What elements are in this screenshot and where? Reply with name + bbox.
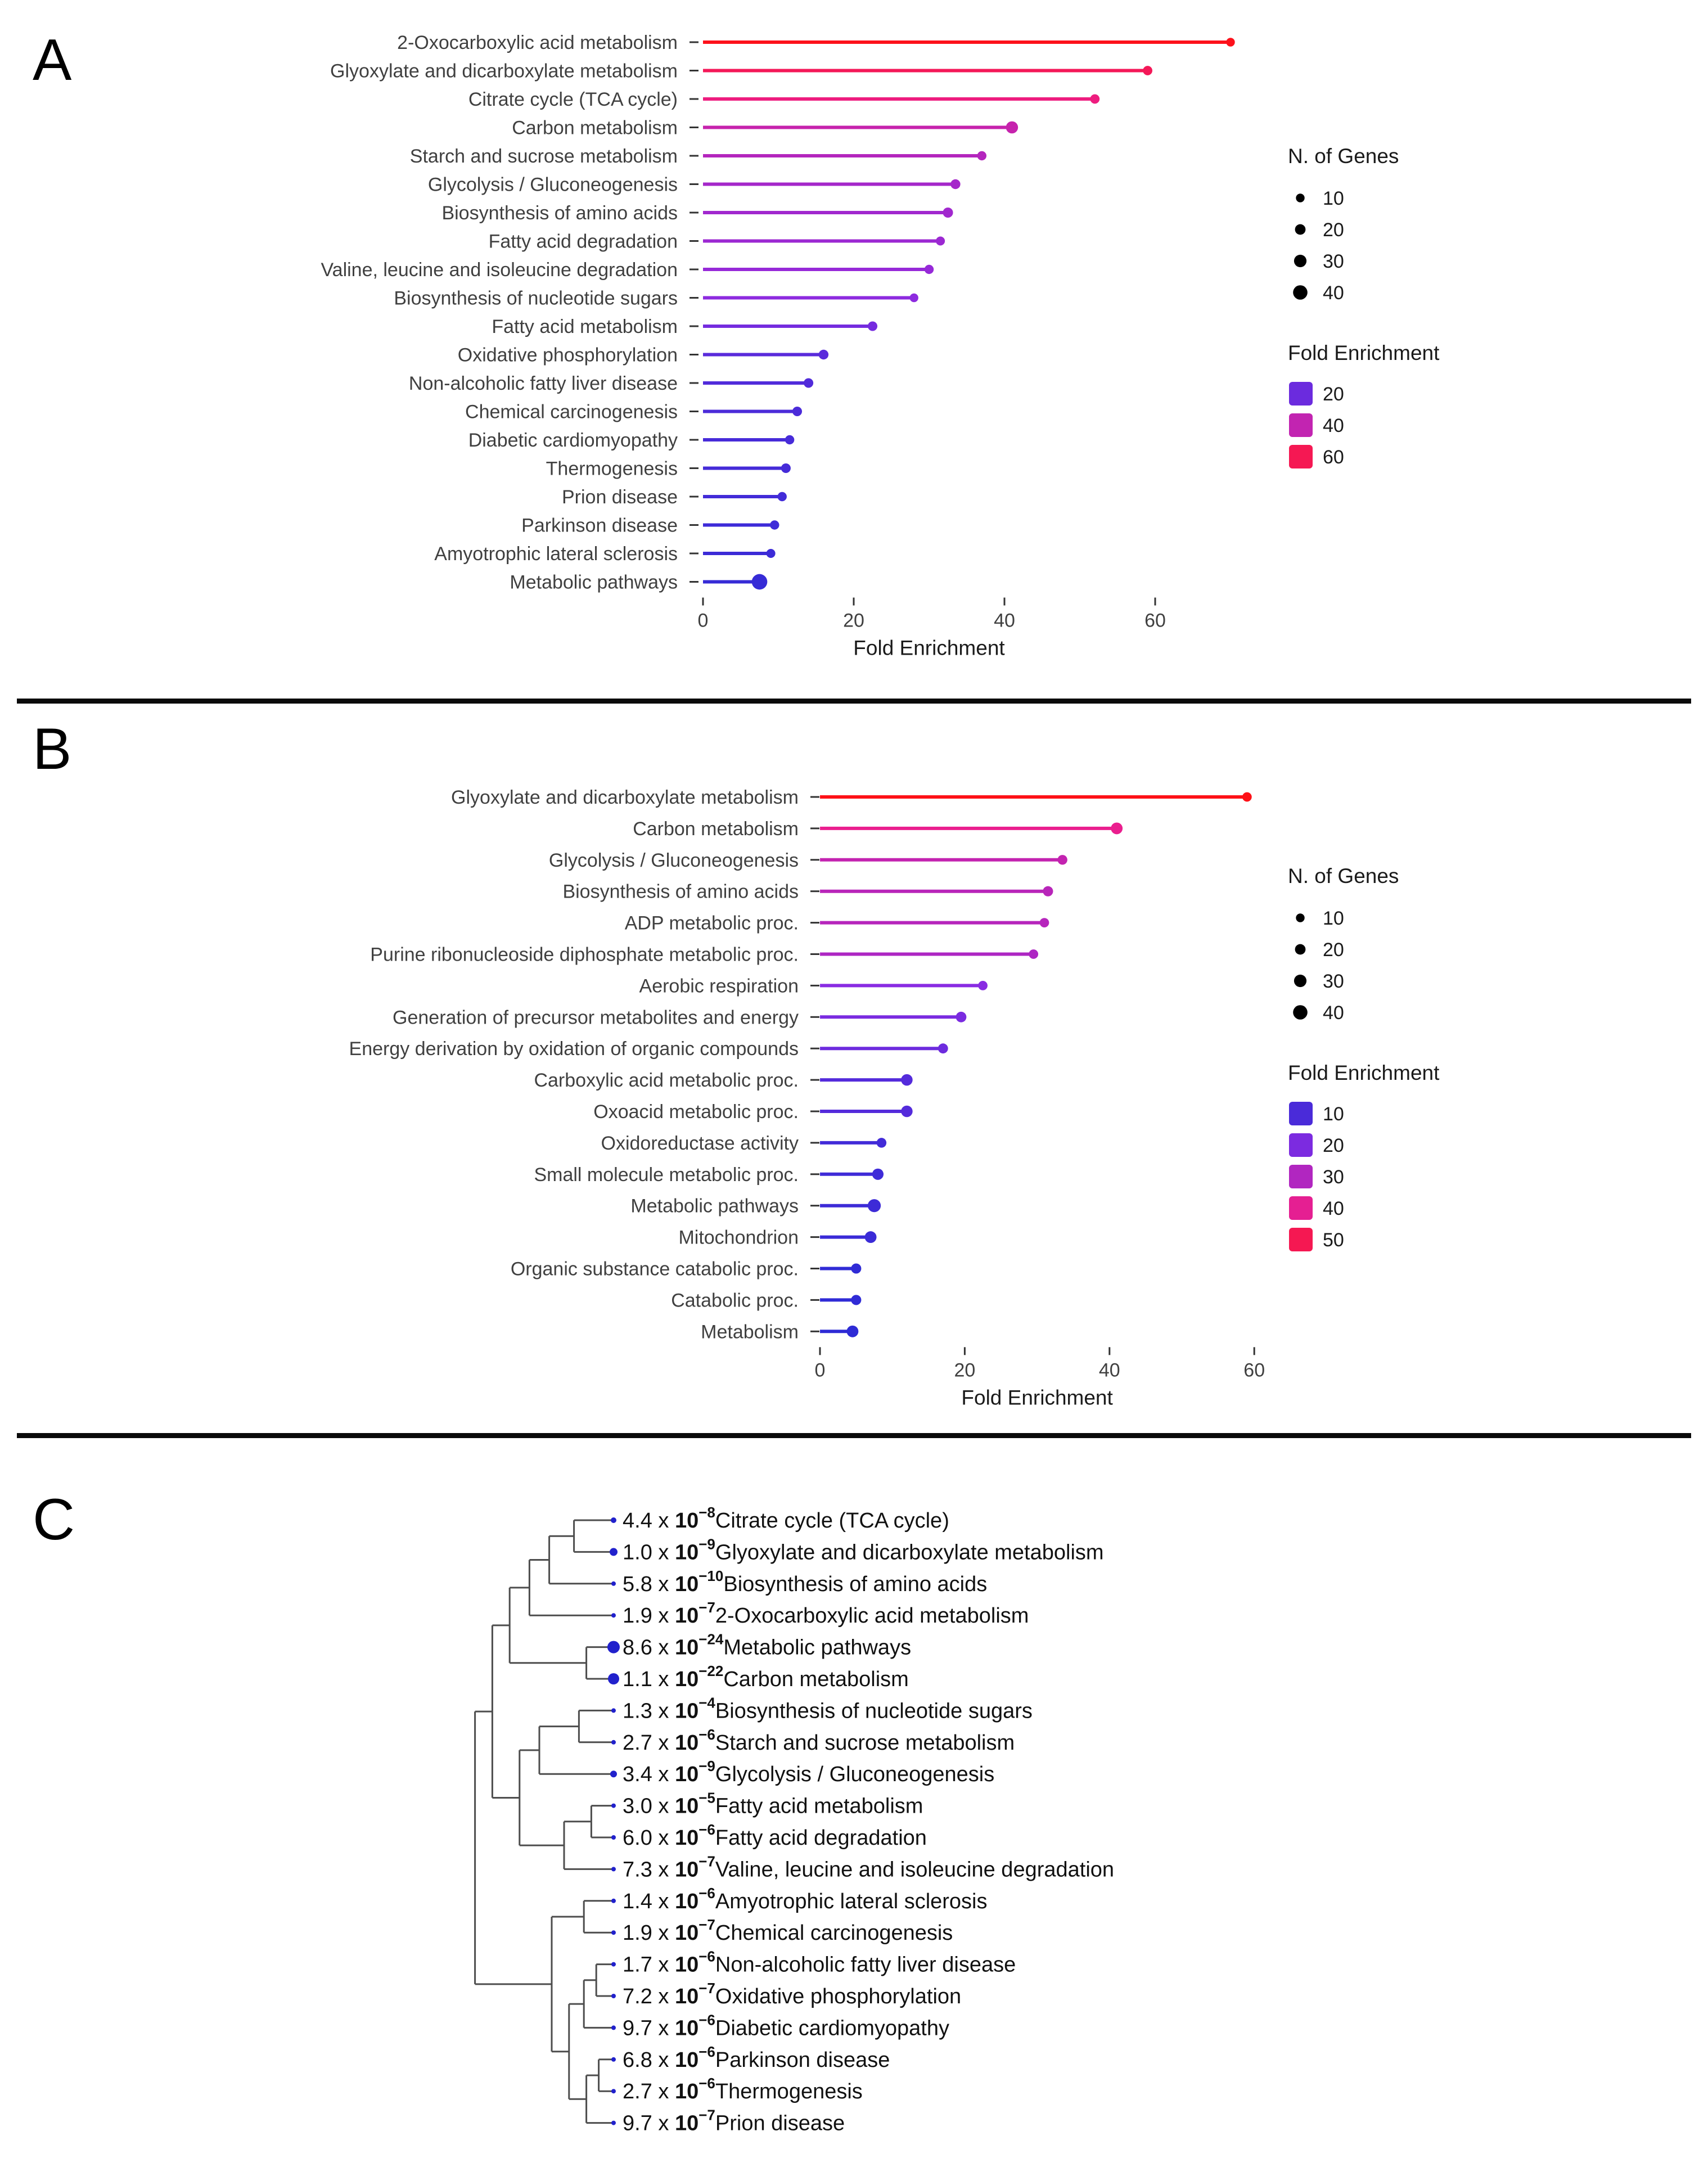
pvalue-base: 10: [674, 1985, 699, 2008]
legend-genes-value: 10: [1323, 188, 1344, 209]
lollipop-row: [393, 1007, 966, 1028]
lollipop-row: [330, 61, 1152, 82]
leaf-label: [623, 1853, 1114, 1881]
pvalue-coefficient: 7.2 x: [623, 1985, 675, 2008]
pathway-name: Fatty acid degradation: [715, 1826, 927, 1850]
lollipop-dot: [1143, 66, 1152, 75]
category-label: Diabetic cardiomyopathy: [468, 430, 678, 451]
pvalue-exponent: −7: [698, 1853, 715, 1870]
category-label: Metabolic pathways: [510, 571, 678, 593]
lollipop-dot: [752, 574, 768, 590]
leaf-dot: [611, 1708, 616, 1713]
pvalue-coefficient: 2.7 x: [623, 1731, 675, 1755]
legend-fold-value: 40: [1323, 1198, 1344, 1219]
legend-genes-dot: [1295, 224, 1306, 235]
category-label: Chemical carcinogenesis: [465, 401, 678, 423]
category-label: 2-Oxocarboxylic acid metabolism: [397, 32, 678, 53]
legend-fold-swatch: [1289, 413, 1313, 437]
pvalue-exponent: −9: [698, 1535, 715, 1553]
lollipop-row: [468, 89, 1099, 110]
legend-genes-title: N. of Genes: [1288, 145, 1399, 168]
pathway-name: Oxidative phosphorylation: [715, 1985, 962, 2008]
pvalue-base: 10: [674, 1572, 699, 1596]
leaf-dot: [608, 1673, 619, 1684]
lollipop-row: [534, 1164, 884, 1186]
pvalue-exponent: −6: [698, 2075, 715, 2092]
lollipop-dot: [901, 1106, 913, 1118]
leaf-dot: [611, 2057, 616, 2062]
x-axis: [698, 598, 1166, 660]
pvalue-coefficient: 4.4 x: [623, 1509, 675, 1533]
lollipop-dot: [770, 520, 779, 529]
category-label: Starch and sucrose metabolism: [409, 146, 678, 167]
pvalue-exponent: −8: [698, 1504, 715, 1521]
lollipop-dot: [901, 1074, 913, 1086]
pvalue-base: 10: [674, 2111, 699, 2136]
lollipop-dot: [785, 435, 794, 444]
lollipop-row: [639, 975, 988, 997]
pvalue-base: 10: [674, 2016, 699, 2040]
legend-genes-value: 20: [1323, 219, 1344, 241]
leaf-label: [623, 1726, 1015, 1755]
leaf-label: [623, 1567, 987, 1596]
lollipop-row: [593, 1101, 912, 1123]
pvalue-exponent: −6: [698, 2011, 715, 2029]
lollipop-row: [562, 486, 787, 508]
pvalue-coefficient: 9.7 x: [623, 2111, 675, 2136]
dendrogram-tree: [475, 1520, 614, 2123]
legend-genes-value: 30: [1323, 971, 1344, 992]
pvalue-exponent: −9: [698, 1758, 715, 1775]
pvalue-coefficient: 3.0 x: [623, 1794, 675, 1818]
lollipop-row: [492, 316, 877, 337]
leaf-label: [623, 1980, 961, 2008]
lollipop-dot: [767, 549, 776, 558]
category-label: Carbon metabolism: [512, 117, 678, 139]
x-tick-label: 60: [1243, 1359, 1265, 1381]
pvalue-exponent: −24: [698, 1630, 724, 1648]
pvalue-coefficient: 1.0 x: [623, 1540, 675, 1565]
leaf-label: [623, 2107, 845, 2136]
pathway-name: Thermogenesis: [715, 2080, 863, 2104]
lollipop-row: [428, 174, 961, 196]
legend-fold-swatch: [1289, 1228, 1313, 1251]
legend-fold-swatch: [1289, 1196, 1313, 1220]
lollipop-dot: [956, 1012, 967, 1022]
pvalue-coefficient: 1.3 x: [623, 1699, 675, 1723]
category-label: Metabolism: [701, 1321, 799, 1343]
lollipop-row: [625, 913, 1049, 934]
lollipop-row: [397, 32, 1235, 53]
pathway-name: Citrate cycle (TCA cycle): [715, 1509, 949, 1533]
legend-genes-dot: [1294, 255, 1306, 267]
lollipop-dot: [1226, 38, 1234, 46]
pvalue-base: 10: [674, 1699, 699, 1723]
dendrogram-leaves: [607, 1504, 1114, 2136]
category-label: Organic substance catabolic proc.: [510, 1258, 799, 1280]
lollipop-dot: [978, 981, 988, 990]
lollipop-dot: [1090, 94, 1099, 104]
pvalue-base: 10: [674, 1858, 699, 1882]
category-label: Oxoacid metabolic proc.: [593, 1101, 799, 1123]
legend-fold-swatch: [1289, 1102, 1313, 1125]
lollipop-dot: [943, 208, 953, 218]
pathway-name: Prion disease: [715, 2111, 845, 2136]
leaf-label: [623, 1948, 1016, 1977]
category-label: ADP metabolic proc.: [624, 912, 799, 934]
x-tick-label: 40: [1098, 1359, 1120, 1381]
pvalue-exponent: −6: [698, 1821, 715, 1838]
pvalue-coefficient: 1.9 x: [623, 1604, 675, 1628]
lollipop-row: [512, 118, 1018, 139]
category-label: Generation of precursor metabolites and energy: [393, 1007, 799, 1029]
category-label: Aerobic respiration: [639, 975, 799, 997]
pathway-name: Glycolysis / Gluconeogenesis: [715, 1763, 995, 1787]
leaf-label: [623, 1758, 994, 1786]
leaf-dot: [611, 1994, 616, 1998]
lollipop-dot: [819, 350, 828, 359]
lollipop-dot: [977, 151, 986, 160]
pvalue-base: 10: [674, 1889, 699, 1913]
leaf-dot: [611, 1582, 616, 1586]
legend-fold-title: Fold Enrichment: [1288, 1061, 1440, 1084]
pathway-name: 2-Oxocarboxylic acid metabolism: [715, 1604, 1029, 1628]
legend-fold-swatch: [1289, 1133, 1313, 1157]
leaf-dot: [610, 1548, 618, 1556]
category-label: Carboxylic acid metabolic proc.: [534, 1070, 799, 1092]
x-tick-label: 0: [814, 1359, 826, 1381]
leaf-dot: [611, 1835, 616, 1840]
pvalue-exponent: −7: [698, 1599, 715, 1616]
category-label: Glycolysis / Gluconeogenesis: [548, 849, 799, 871]
category-label: Oxidoreductase activity: [601, 1132, 799, 1154]
lollipop-row: [468, 430, 795, 451]
pvalue-base: 10: [674, 1794, 699, 1818]
legend-genes-dot: [1295, 944, 1306, 955]
lollipop-dot: [1040, 918, 1049, 927]
pathway-name: Fatty acid metabolism: [715, 1794, 923, 1818]
lollipop-dot: [925, 265, 934, 274]
panel-b-lollipop-chart: [0, 709, 1708, 1433]
lollipop-dot: [910, 294, 918, 302]
pvalue-coefficient: 1.9 x: [623, 1921, 675, 1945]
legend-fold-title: Fold Enrichment: [1288, 341, 1440, 364]
leaf-dot: [611, 1867, 616, 1871]
legend-genes-value: 40: [1323, 282, 1344, 304]
lollipop-row: [441, 202, 953, 224]
lollipop-row: [511, 1259, 862, 1280]
leaf-label: [623, 1599, 1029, 1628]
lollipop-dot: [804, 378, 813, 388]
category-label: Biosynthesis of amino acids: [562, 881, 799, 903]
category-label: Purine ribonucleoside diphosphate metabolic proc.: [370, 944, 799, 966]
leaf-label: [623, 1885, 988, 1913]
lollipop-row: [434, 543, 775, 565]
lollipop-dot: [1111, 822, 1123, 834]
legend-fold-swatch: [1289, 382, 1313, 406]
category-label: Oxidative phosphorylation: [457, 344, 678, 366]
x-axis-title: Fold Enrichment: [853, 636, 1005, 660]
pvalue-coefficient: 7.3 x: [623, 1858, 675, 1882]
x-tick-label: 20: [843, 610, 864, 632]
leaf-label: [623, 1821, 927, 1850]
legend-genes-value: 10: [1323, 908, 1344, 929]
pvalue-base: 10: [674, 1731, 699, 1755]
category-label: Glyoxylate and dicarboxylate metabolism: [330, 60, 678, 82]
leaf-dot: [610, 1770, 617, 1777]
lollipop-row: [321, 259, 934, 281]
lollipop-dot: [792, 407, 802, 416]
lollipop-row: [451, 787, 1252, 808]
leaf-dot: [611, 1804, 616, 1808]
category-label: Biosynthesis of amino acids: [441, 202, 678, 224]
x-tick-label: 0: [697, 610, 709, 632]
lollipop-dot: [1057, 855, 1067, 864]
leaf-label: [623, 1790, 923, 1818]
lollipop-row: [633, 818, 1123, 840]
legend-genes-dot: [1296, 193, 1304, 202]
leaf-dot: [611, 2121, 616, 2125]
pathway-name: Parkinson disease: [715, 2048, 890, 2072]
lollipop-dot: [1043, 886, 1053, 896]
pvalue-base: 10: [674, 2080, 699, 2104]
pvalue-exponent: −5: [698, 1789, 715, 1806]
category-label: Energy derivation by oxidation of organic compounds: [349, 1038, 799, 1060]
panel-a-lollipop-chart: [0, 0, 1708, 699]
pathway-name: Non-alcoholic fatty liver disease: [715, 1953, 1016, 1977]
pathway-name: Starch and sucrose metabolism: [715, 1731, 1015, 1755]
category-label: Non-alcoholic fatty liver disease: [408, 373, 678, 394]
legend-genes-title: N. of Genes: [1288, 864, 1399, 887]
category-label: Thermogenesis: [546, 458, 678, 480]
category-label: Small molecule metabolic proc.: [534, 1164, 799, 1186]
lollipop-dot: [868, 321, 877, 331]
lollipop-dot: [846, 1326, 858, 1337]
category-label: Fatty acid degradation: [488, 231, 678, 253]
category-label: Biosynthesis of nucleotide sugars: [394, 287, 678, 309]
lollipop-dot: [1029, 949, 1038, 959]
pathway-name: Amyotrophic lateral sclerosis: [715, 1889, 988, 1913]
pvalue-coefficient: 1.7 x: [623, 1953, 675, 1977]
leaf-label: [623, 1694, 1033, 1723]
leaf-dot: [611, 1930, 616, 1935]
lollipop-row: [394, 288, 918, 309]
lollipop-row: [701, 1321, 858, 1342]
leaf-label: [623, 2043, 890, 2072]
pvalue-base: 10: [674, 1636, 699, 1660]
leaf-dot: [607, 1641, 620, 1654]
lollipop-row: [458, 345, 828, 366]
x-tick-label: 60: [1144, 610, 1166, 632]
leaf-label: [623, 1663, 909, 1691]
pvalue-exponent: −6: [698, 1948, 715, 1965]
lollipop-row: [562, 881, 1053, 903]
lollipop-row: [410, 146, 986, 167]
lollipop-dot: [851, 1263, 861, 1273]
category-label: Catabolic proc.: [671, 1290, 799, 1312]
lollipop-dot: [872, 1169, 884, 1180]
separator-2: [17, 1433, 1691, 1438]
x-tick-label: 40: [994, 610, 1015, 632]
legend-fold-enrichment: [1288, 341, 1440, 468]
legend-fold-value: 20: [1323, 384, 1344, 405]
pvalue-exponent: −4: [698, 1694, 715, 1711]
leaf-label: [623, 1916, 953, 1945]
pvalue-coefficient: 1.4 x: [623, 1889, 675, 1913]
category-label: Metabolic pathways: [630, 1195, 799, 1217]
pvalue-base: 10: [674, 1668, 699, 1691]
legend-n-of-genes: [1288, 145, 1399, 304]
pvalue-exponent: −6: [698, 1884, 715, 1902]
pathway-name: Diabetic cardiomyopathy: [715, 2016, 949, 2040]
pathway-name: Carbon metabolism: [723, 1668, 909, 1691]
leaf-label: [623, 1535, 1104, 1564]
lollipop-row: [671, 1290, 861, 1311]
lollipop-dot: [781, 463, 791, 473]
legend-n-of-genes: [1288, 864, 1399, 1024]
legend-genes-dot: [1293, 1005, 1308, 1020]
lollipop-row: [349, 1038, 948, 1060]
legend-genes-dot: [1294, 975, 1306, 987]
leaf-dot: [611, 2025, 616, 2030]
lollipop-row: [630, 1196, 881, 1217]
lollipop-row: [678, 1227, 876, 1249]
lollipop-row: [534, 1070, 912, 1091]
leaf-label: [623, 1504, 949, 1533]
lollipop-row: [521, 515, 779, 537]
pvalue-coefficient: 3.4 x: [623, 1763, 675, 1787]
legend-genes-dot: [1293, 285, 1308, 300]
pvalue-coefficient: 2.7 x: [623, 2080, 675, 2104]
leaf-label: [623, 1631, 911, 1660]
category-label: Valine, leucine and isoleucine degradation: [321, 259, 678, 281]
legend-fold-enrichment: [1288, 1061, 1440, 1251]
lollipop-row: [465, 402, 802, 423]
panel-c-label: C: [33, 1487, 75, 1552]
category-label: Fatty acid metabolism: [492, 316, 678, 337]
lollipop-rows: [349, 787, 1252, 1342]
lollipop-row: [601, 1133, 887, 1154]
lollipop-dot: [851, 1295, 861, 1305]
lollipop-dot: [877, 1138, 886, 1147]
pvalue-coefficient: 6.8 x: [623, 2048, 675, 2072]
x-axis: [815, 1347, 1265, 1409]
pvalue-coefficient: 5.8 x: [623, 1572, 675, 1596]
pathway-name: Glyoxylate and dicarboxylate metabolism: [715, 1540, 1104, 1565]
pvalue-base: 10: [674, 1604, 699, 1628]
pvalue-base: 10: [674, 1921, 699, 1945]
lollipop-dot: [868, 1199, 881, 1212]
x-axis-title: Fold Enrichment: [961, 1386, 1113, 1409]
pvalue-base: 10: [674, 1763, 699, 1787]
legend-fold-value: 20: [1323, 1135, 1344, 1156]
leaf-dot: [611, 1613, 616, 1618]
leaf-dot: [611, 1899, 616, 1903]
leaf-label: [623, 2011, 949, 2040]
pvalue-coefficient: 9.7 x: [623, 2016, 675, 2040]
lollipop-row: [549, 850, 1067, 871]
legend-fold-swatch: [1289, 1165, 1313, 1188]
category-label: Citrate cycle (TCA cycle): [468, 89, 678, 110]
x-tick-label: 20: [954, 1359, 976, 1381]
pvalue-base: 10: [674, 1509, 699, 1533]
lollipop-dot: [865, 1231, 877, 1243]
category-label: Mitochondrion: [678, 1227, 799, 1249]
panel-b-label: B: [33, 717, 72, 782]
lollipop-dot: [950, 179, 960, 189]
category-label: Glyoxylate and dicarboxylate metabolism: [451, 787, 799, 808]
lollipop-dot: [938, 1043, 948, 1053]
category-label: Amyotrophic lateral sclerosis: [434, 543, 678, 565]
leaf-dot: [611, 1517, 616, 1523]
pvalue-base: 10: [674, 2048, 699, 2072]
lollipop-row: [510, 572, 767, 593]
pvalue-exponent: −22: [698, 1663, 724, 1679]
lollipop-dot: [936, 236, 945, 245]
legend-genes-value: 20: [1323, 939, 1344, 961]
pvalue-exponent: −6: [698, 2043, 715, 2060]
pvalue-base: 10: [674, 1540, 699, 1565]
legend-genes-value: 30: [1323, 251, 1344, 272]
lollipop-row: [489, 231, 945, 253]
category-label: Prion disease: [561, 486, 678, 508]
lollipop-row: [409, 373, 813, 394]
lollipop-dot: [1242, 792, 1252, 802]
separator-1: [17, 699, 1691, 704]
lollipop-row: [546, 458, 791, 480]
legend-genes-dot: [1296, 913, 1304, 922]
category-label: Parkinson disease: [521, 515, 678, 537]
pvalue-exponent: −10: [698, 1567, 724, 1584]
legend-fold-value: 60: [1323, 447, 1344, 468]
pvalue-base: 10: [674, 1826, 699, 1850]
pvalue-coefficient: 6.0 x: [623, 1826, 675, 1850]
pathway-name: Valine, leucine and isoleucine degradation: [715, 1858, 1115, 1882]
panel-c-dendrogram: [0, 1440, 1708, 2158]
legend-genes-value: 40: [1323, 1002, 1344, 1024]
legend-fold-swatch: [1289, 445, 1313, 468]
legend-fold-value: 10: [1323, 1103, 1344, 1125]
pvalue-coefficient: 1.1 x: [623, 1668, 675, 1691]
pvalue-base: 10: [674, 1953, 699, 1977]
panel-a-label: A: [33, 28, 72, 93]
pathway-name: Biosynthesis of nucleotide sugars: [715, 1699, 1033, 1723]
lollipop-row: [370, 944, 1038, 966]
category-label: Glycolysis / Gluconeogenesis: [427, 174, 678, 196]
lollipop-dot: [1006, 121, 1019, 134]
pathway-name: Chemical carcinogenesis: [715, 1921, 953, 1945]
lollipop-rows: [321, 32, 1235, 593]
pvalue-exponent: −7: [698, 1980, 715, 1997]
leaf-dot: [611, 1740, 616, 1745]
pvalue-exponent: −7: [698, 1916, 715, 1934]
leaf-label: [623, 2075, 863, 2103]
pathway-name: Metabolic pathways: [723, 1636, 912, 1660]
leaf-dot: [611, 2089, 616, 2093]
legend-fold-value: 30: [1323, 1166, 1344, 1188]
category-label: Carbon metabolism: [633, 818, 799, 840]
pvalue-exponent: −6: [698, 1726, 715, 1743]
leaf-dot: [611, 1962, 616, 1967]
pvalue-coefficient: 8.6 x: [623, 1636, 675, 1660]
lollipop-dot: [777, 492, 786, 501]
pathway-name: Biosynthesis of amino acids: [723, 1572, 988, 1596]
legend-fold-value: 50: [1323, 1229, 1344, 1251]
legend-fold-value: 40: [1323, 415, 1344, 436]
pvalue-exponent: −7: [698, 2106, 715, 2124]
